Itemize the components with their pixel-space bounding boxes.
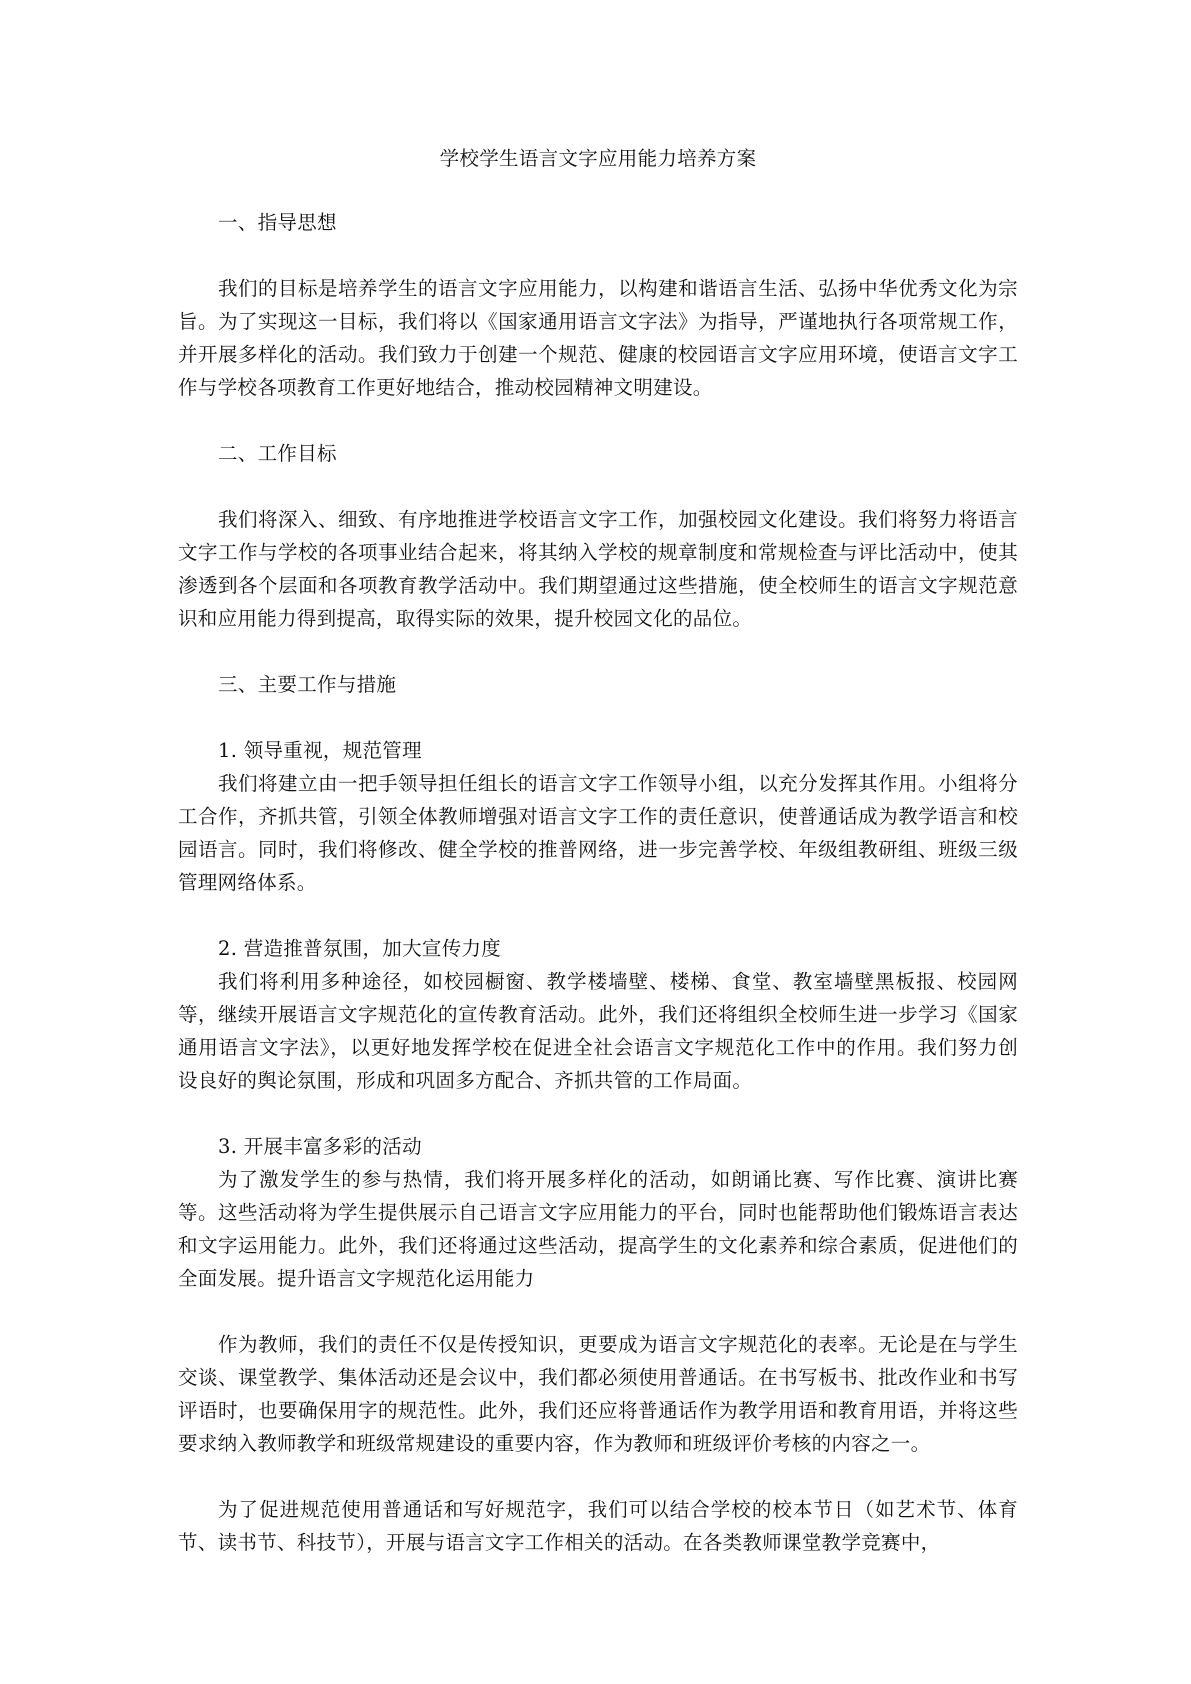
section-heading-main-measures: 三、主要工作与措施 <box>218 673 397 696</box>
document-body <box>178 142 1018 1559</box>
subsection-heading-publicity: 2. 营造推普氛围，加大宣传力度 <box>218 937 502 960</box>
section-heading-guiding-ideology: 一、指导思想 <box>218 211 337 234</box>
subsection-paragraph: 为了激发学生的参与热情，我们将开展多样化的活动，如朗诵比赛、写作比赛、演讲比赛等。这些活动将为学生提供展示自己语言文字应用能力的平台，同时也能帮助他们锻炼语言表达和文字运用能力。此外，我们还将通过这些活动，提高学生的文化素养和综合素质，促进他们的全面发展。提升语言文字规范化运用能力 <box>178 1168 1018 1290</box>
subsection-heading-activities: 3. 开展丰富多彩的活动 <box>218 1135 422 1158</box>
section-paragraph: 为了促进规范使用普通话和写好规范字，我们可以结合学校的校本节日（如艺术节、体育节、读书节、科技节），开展与语言文字工作相关的活动。在各类教师课堂教学竞赛中， <box>178 1498 1018 1554</box>
subsection-paragraph: 我们将建立由一把手领导担任组长的语言文字工作领导小组，以充分发挥其作用。小组将分工合作，齐抓共管，引领全体教师增强对语言文字工作的责任意识，使普通话成为教学语言和校园语言。同时，我们将修改、健全学校的推普网络，进一步完善学校、年级组教研组、班级三级管理网络体系。 <box>178 772 1018 894</box>
document-title: 学校学生语言文字应用能力培养方案 <box>439 147 757 170</box>
subsection-paragraph: 我们将利用多种途径，如校园橱窗、教学楼墙壁、楼梯、食堂、教室墙壁黑板报、校园网等，继续开展语言文字规范化的宣传教育活动。此外，我们还将组织全校师生进一步学习《国家通用语言文字法》，以更好地发挥学校在促进全社会语言文字规范化工作中的作用。我们努力创设良好的舆论氛围，形成和巩固多方配合、齐抓共管的工作局面。 <box>178 970 1018 1092</box>
section-heading-work-goals: 二、工作目标 <box>218 442 337 465</box>
section-paragraph: 作为教师，我们的责任不仅是传授知识，更要成为语言文字规范化的表率。无论是在与学生交谈、课堂教学、集体活动还是会议中，我们都必须使用普通话。在书写板书、批改作业和书写评语时，也要确保用字的规范性。此外，我们还应将普通话作为教学用语和教育用语，并将这些要求纳入教师教学和班级常规建设的重要内容，作为教师和班级评价考核的内容之一。 <box>178 1333 1018 1455</box>
subsection-heading-leadership: 1. 领导重视，规范管理 <box>218 739 422 762</box>
section-paragraph: 我们的目标是培养学生的语言文字应用能力，以构建和谐语言生活、弘扬中华优秀文化为宗旨。为了实现这一目标，我们将以《国家通用语言文字法》为指导，严谨地执行各项常规工作，并开展多样化的活动。我们致力于创建一个规范、健康的校园语言文字应用环境，使语言文字工作与学校各项教育工作更好地结合，推动校园精神文明建设。 <box>178 277 1018 399</box>
section-paragraph: 我们将深入、细致、有序地推进学校语言文字工作，加强校园文化建设。我们将努力将语言文字工作与学校的各项事业结合起来，将其纳入学校的规章制度和常规检查与评比活动中，使其渗透到各个层面和各项教育教学活动中。我们期望通过这些措施，使全校师生的语言文字规范意识和应用能力得到提高，取得实际的效果，提升校园文化的品位。 <box>178 508 1018 630</box>
